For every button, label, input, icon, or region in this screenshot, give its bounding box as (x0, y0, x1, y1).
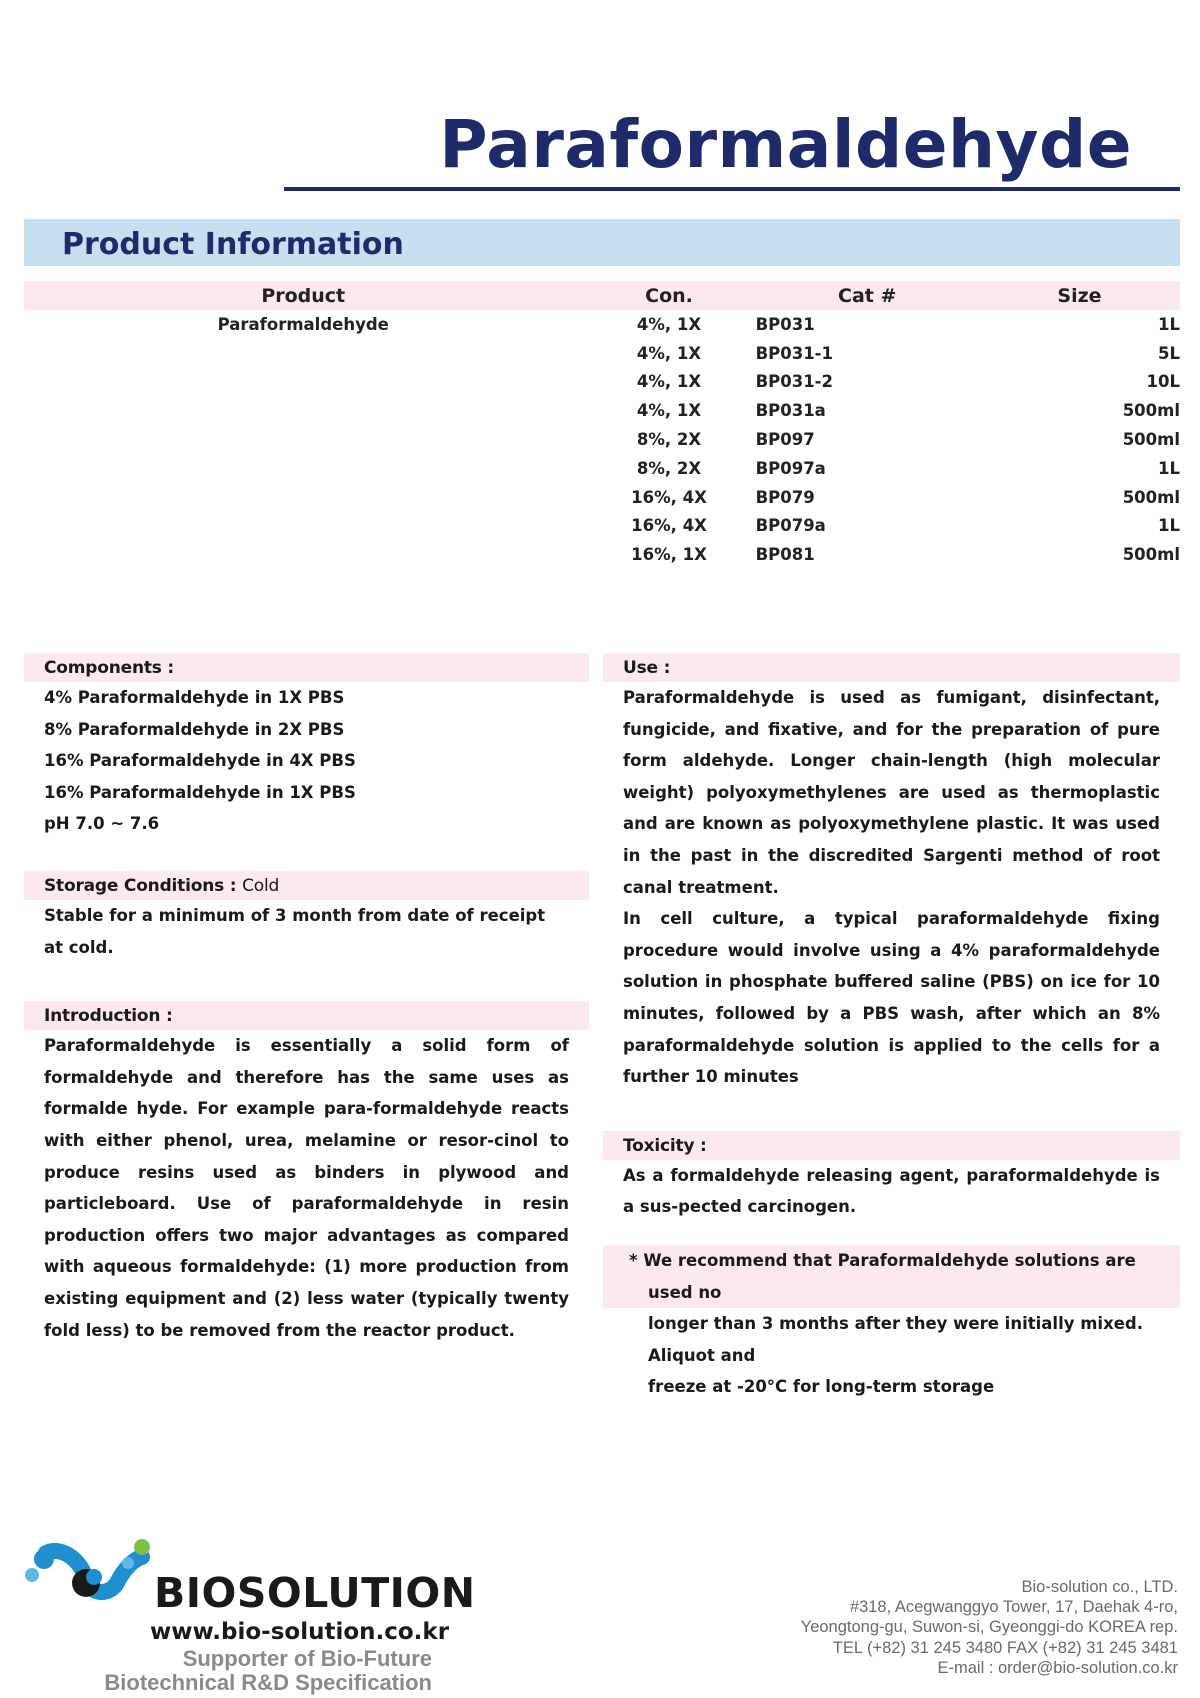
component-item: 16% Paraformaldehyde in 4X PBS (44, 751, 356, 771)
cell-con: 4%, 1X (636, 314, 702, 334)
brand-tagline-2: Biotechnical R&D Specification (104, 1670, 432, 1695)
molecule-logo-icon (24, 1535, 164, 1615)
cell-cat: BP097 (755, 430, 815, 450)
table-row (24, 425, 1180, 454)
storage-heading-label: Storage Conditions : (44, 875, 243, 896)
table-row (24, 368, 1180, 397)
use-paragraph-2: In cell culture, a typical paraformaldehyde fixing procedure would involve using a 4% paraformaldehyde solution in phosphate buffered saline (PBS) on ice for 10 minutes, followed by a PBS wash, after which an 8% paraformaldehyde solution is applied to the cells for a further 10 minutes (623, 909, 1160, 1087)
cell-con: 16%, 4X (631, 516, 707, 536)
company-name: Bio-solution co., LTD. (1021, 1578, 1178, 1596)
storage-text: Stable for a minimum of 3 month from date of receipt at cold. (44, 905, 546, 957)
address-line-2: Yeongtong-gu, Suwon-si, Gyeonggi-do KOREA rep. (800, 1618, 1178, 1637)
toxicity-text: As a formaldehyde releasing agent, paraformaldehyde is a sus-pected carcinogen. (623, 1165, 1160, 1217)
address-line-1: #318, Acegwanggyo Tower, 17, Daehak 4-ro, (849, 1598, 1178, 1617)
cell-con: 16%, 4X (631, 487, 707, 507)
cell-product: Paraformaldehyde (217, 314, 389, 334)
left-column (24, 653, 589, 1346)
component-ph: pH 7.0 ~ 7.6 (44, 814, 160, 834)
column-header-catalog: Cat # (838, 284, 897, 307)
cell-cat: BP097a (755, 458, 826, 478)
cell-cat: BP031-2 (755, 372, 834, 392)
introduction-heading: Introduction : (24, 1001, 589, 1030)
company-address (801, 1577, 1178, 1678)
table-row (24, 454, 1180, 483)
column-header-concentration: Con. (645, 284, 693, 307)
cell-size: 500ml (1122, 545, 1180, 565)
cell-product (24, 454, 582, 483)
cell-size: 500ml (1122, 430, 1180, 450)
cell-product (24, 512, 582, 541)
table-row (24, 396, 1180, 425)
components-list (24, 682, 589, 840)
brand-url: www.bio-solution.co.kr (150, 1619, 450, 1645)
column-header-product: Product (261, 284, 346, 307)
table-row (24, 339, 1180, 368)
cell-con: 16%, 1X (631, 545, 707, 565)
product-information-heading: Product Information (62, 227, 404, 262)
cell-size: 5L (1158, 343, 1180, 363)
right-column (603, 653, 1180, 1403)
brand-tagline-1: Supporter of Bio-Future (182, 1646, 432, 1671)
email-address: E-mail : order@bio-solution.co.kr (937, 1658, 1178, 1677)
brand-name: BIOSOLUTION (154, 1569, 476, 1617)
table-row (24, 540, 1180, 569)
use-heading: Use : (603, 653, 1180, 682)
company-logo (24, 1535, 476, 1695)
cell-product (24, 339, 582, 368)
cell-con: 4%, 1X (636, 401, 702, 421)
cell-con: 4%, 1X (636, 372, 702, 392)
cell-size: 1L (1158, 458, 1180, 478)
column-header-size: Size (1057, 284, 1102, 307)
phone-fax: TEL (+82) 31 245 3480 FAX (+82) 31 245 3481 (832, 1638, 1178, 1657)
cell-cat: BP081 (755, 545, 815, 565)
page-title: Paraformaldehyde (439, 106, 1132, 183)
use-paragraph-1: Paraformaldehyde is used as fumigant, disinfectant, fungicide, and fixative, and for the preparation of pure form aldehyde. Longer chain-length (high molecular weight) polyoxymethylenes are used as thermoplastic and are known as polyoxymethylene plastic. It was used in the past in the discredited Sargenti method of root canal treatment. (623, 688, 1160, 897)
product-information-band (24, 219, 1180, 266)
cell-cat: BP079a (755, 516, 826, 536)
introduction-text: Paraformaldehyde is essentially a solid form of formaldehyde and therefore has the same uses as formalde hyde. For example para-formaldehyde reacts with either phenol, urea, melamine or resor-cinol to produce resins used as binders in plywood and particleboard. Use of paraformaldehyde in resin production offers two major advantages as compared with aqueous formaldehyde: (1) more production from existing equipment and (2) less water (typically twenty fold less) to be removed from the reactor product. (44, 1036, 569, 1340)
product-table-header (24, 281, 1180, 310)
storage-heading-value: Cold (242, 875, 280, 896)
cell-product (24, 368, 582, 397)
title-underline (284, 187, 1180, 191)
cell-cat: BP031-1 (755, 343, 834, 363)
cell-product (24, 425, 582, 454)
cell-size: 10L (1146, 372, 1180, 392)
recommendation-note (603, 1245, 1180, 1403)
cell-size: 1L (1158, 314, 1180, 334)
cell-size: 500ml (1122, 401, 1180, 421)
cell-product (24, 396, 582, 425)
cell-product (24, 483, 582, 512)
cell-size: 500ml (1122, 487, 1180, 507)
components-heading: Components : (24, 653, 589, 682)
cell-cat: BP079 (755, 487, 815, 507)
recommendation-line: * We recommend that Paraformaldehyde solutions are used no (603, 1245, 1180, 1308)
recommendation-line: freeze at -20°C for long-term storage (648, 1377, 995, 1397)
cell-cat: BP031 (755, 314, 815, 334)
cell-con: 8%, 2X (636, 430, 702, 450)
cell-con: 8%, 2X (636, 458, 702, 478)
toxicity-heading: Toxicity : (603, 1131, 1180, 1160)
component-item: 8% Paraformaldehyde in 2X PBS (44, 719, 345, 739)
recommendation-line: longer than 3 months after they were initially mixed. Aliquot and (648, 1314, 1143, 1365)
product-table (24, 281, 1180, 569)
component-item: 16% Paraformaldehyde in 1X PBS (44, 782, 356, 802)
table-row (24, 483, 1180, 512)
storage-heading (24, 871, 589, 900)
component-item: 4% Paraformaldehyde in 1X PBS (44, 688, 345, 707)
table-row (24, 310, 1180, 339)
cell-product (24, 540, 582, 569)
table-row (24, 512, 1180, 541)
cell-con: 4%, 1X (636, 343, 702, 363)
cell-cat: BP031a (755, 401, 826, 421)
cell-size: 1L (1158, 516, 1180, 536)
